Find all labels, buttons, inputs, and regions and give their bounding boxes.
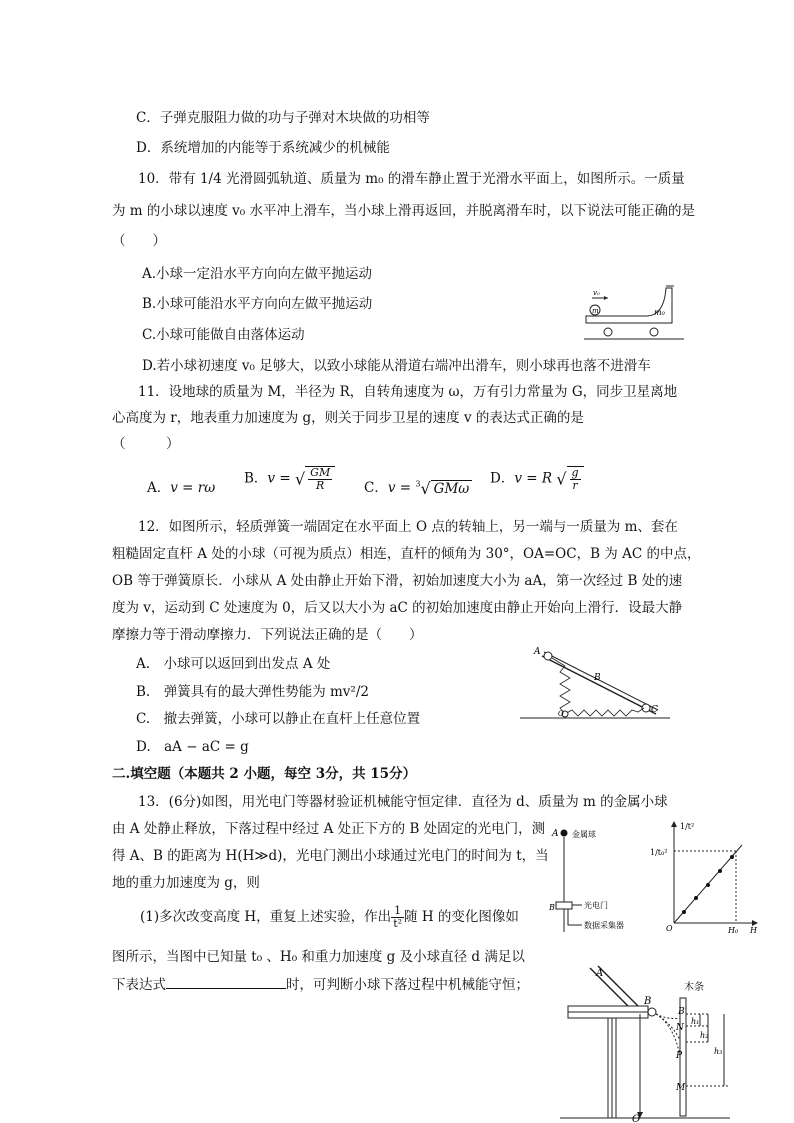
q12-option-a: A. 小球可以返回到出发点 A 处 — [136, 656, 331, 672]
q12-stem-line5: 摩擦力等于滑动摩擦力．下列说法正确的是（ ） — [112, 627, 423, 643]
q10-fig-v0-label: v₀ — [593, 289, 600, 297]
q13-sub1-pre: (1)多次改变高度 H，重复上述实验，作出 — [140, 909, 392, 925]
q11-option-b-label: B． — [244, 470, 268, 487]
q12-fig-o-label: O — [558, 710, 564, 718]
q11-stem-line2: 心高度为 r，地表重力加速度为 g，则关于同步卫星的速度 v 的表达式正确的是 — [112, 410, 584, 426]
q11-option-c-label: C． — [364, 480, 388, 496]
q11-option-c-radicand: GMω — [431, 480, 473, 497]
radical-icon: √ — [294, 469, 306, 489]
q12-fig-b-label: B — [594, 673, 601, 683]
q13-stem-line1: 13．(6分)如图，用光电门等器材验证机械能守恒定律．直径为 d、质量为 m 的金属小球 — [138, 794, 668, 810]
q10-fig-cart-label: m₀ — [654, 308, 665, 317]
q11-option-d-lhs: v = R — [514, 470, 553, 487]
q11-answer-paren: （ ） — [112, 436, 180, 452]
q14-fig-p-label: P — [676, 1051, 683, 1061]
q14-fig-o-label: O — [632, 1114, 641, 1123]
q12-fig-c-label: C — [651, 705, 658, 715]
answer-blank[interactable] — [166, 976, 286, 989]
q13-sub1-frac-num: 1 — [391, 905, 404, 918]
q13-sub1-post: 随 H 的变化图像如 — [404, 909, 519, 925]
q11-option-a — [147, 476, 215, 496]
q14-fig-b-label: B — [644, 996, 652, 1007]
q13-sub1-frac-den: t² — [393, 917, 403, 930]
q12-stem-line1: 12．如图所示，轻质弹簧一端固定在水平面上 O 点的转轴上，另一端与一质量为 m、套在 — [138, 519, 678, 535]
q9-option-c: C．子弹克服阻力做的功与子弹对木块做的功相等 — [136, 110, 430, 126]
q11-option-c-index: 3 — [415, 479, 421, 489]
q11-option-d-num: g — [571, 466, 579, 479]
q11-option-d — [490, 466, 584, 492]
q11-option-b-den: R — [316, 479, 325, 492]
q11-option-b-lhs: v = — [267, 470, 291, 487]
q11-option-a-label: A． — [147, 480, 171, 496]
q14-fig-n-label: N — [676, 1023, 684, 1033]
q12-option-c: C. 撤去弹簧，小球可以静止在直杆上任意位置 — [136, 711, 421, 727]
q10-option-b: B.小球可能沿水平方向向左做平抛运动 — [142, 296, 373, 312]
q13-fig-ball-label: 金属球 — [572, 830, 596, 839]
q13-stem-line4: 地的重力加速度为 g，则 — [112, 875, 260, 891]
q13-graph-h0-label: H₀ — [728, 926, 739, 933]
q10-option-a: A.小球一定沿水平方向向左做平抛运动 — [142, 266, 373, 282]
q10-answer-paren: （ ） — [112, 233, 166, 249]
q13-graph-figure — [650, 815, 760, 933]
q14-fig-h3-label: h₃ — [714, 1047, 723, 1056]
q11-option-a-expr: v = rω — [170, 480, 216, 496]
q14-fig-a-label: A — [596, 968, 604, 979]
q11-option-d-den: r — [572, 479, 578, 492]
q12-stem-line4: 度为 v，运动到 C 处速度为 0，后又以大小为 aC 的初始加速度由静止开始向上滑行．设最大静 — [112, 600, 683, 616]
q14-fig-wood-label: 木条 — [684, 982, 704, 993]
q9-option-d: D．系统增加的内能等于系统减少的机械能 — [136, 140, 390, 156]
q12-rod-spring-figure — [520, 642, 670, 722]
q13-fig-collector-label: 数据采集器 — [584, 921, 624, 930]
q14-fig-h2-label: h₂ — [700, 1031, 709, 1040]
q12-fig-a-label: A — [534, 647, 541, 657]
q14-fig-h1-label: h₁ — [691, 1017, 700, 1026]
q13-fig-gate-label: 光电门 — [584, 901, 608, 910]
q14-ramp-figure — [560, 958, 730, 1123]
q13-graph-origin-label: O — [666, 924, 673, 933]
radical-icon: √ — [420, 479, 431, 498]
q13-graph-h-label: H — [750, 926, 757, 933]
q14-fig-bprime-label: B' — [678, 1007, 688, 1017]
q13-sub1-line3-post: 时，可判断小球下落过程中机械能守恒； — [286, 977, 529, 993]
q12-stem-line3: OB 等于弹簧原长．小球从 A 处由静止开始下滑，初始加速度大小为 aA，第一次经过 B 处的速 — [112, 573, 683, 589]
q13-stem-line3: 得 A、B 的距离为 H(H≫d)，光电门测出小球通过光电门的时间为 t，当 — [112, 848, 549, 864]
q11-option-c-lhs: v = — [387, 480, 412, 496]
q10-cart-figure — [584, 283, 684, 343]
q12-option-b: B. 弹簧具有的最大弹性势能为 mv²/2 — [136, 684, 369, 700]
q11-option-c — [364, 476, 472, 498]
q13-stem-line2: 由 A 处静止释放，下落过程中经过 A 处正下方的 B 处固定的光电门，测 — [112, 821, 546, 837]
q11-option-b-num: GM — [310, 466, 331, 479]
radical-icon: √ — [556, 469, 567, 489]
q13-fig-b-label: B — [549, 903, 555, 912]
q11-option-b — [244, 466, 335, 492]
q13-graph-ytick-label: 1/t₀² — [650, 848, 668, 857]
q11-option-d-label: D． — [490, 470, 515, 487]
q13-apparatus-figure — [548, 822, 636, 934]
section-title-fill-blank: 二.填空题（本题共 2 小题，每空 3分，共 15分） — [112, 766, 417, 782]
q10-fig-ball-label: m — [592, 307, 599, 315]
q11-stem-line1: 11．设地球的质量为 M，半径为 R，自转角速度为 ω，万有引力常量为 G，同步卫星离地 — [138, 384, 678, 400]
q10-option-d: D.若小球初速度 v₀ 足够大，以致小球能从滑道右端冲出滑车，则小球再也落不进滑车 — [142, 358, 651, 374]
q12-stem-line2: 粗糙固定直杆 A 处的小球（可视为质点）相连，直杆的倾角为 30°，OA=OC，B 为 AC 的中点， — [112, 546, 701, 562]
q13-sub1-line2: 图所示，当图中已知量 t₀ 、H₀ 和重力加速度 g 及小球直径 d 满足以 — [112, 949, 525, 965]
q13-sub1-line1 — [140, 905, 519, 930]
q10-option-c: C.小球可能做自由落体运动 — [142, 327, 305, 343]
q13-fig-a-label: A — [552, 829, 559, 839]
q10-stem-line2: 为 m 的小球以速度 v₀ 水平冲上滑车，当小球上滑再返回，并脱离滑车时，以下说法可能正确的是 — [112, 203, 696, 219]
q12-option-d: D. aA − aC = g — [136, 739, 249, 755]
q14-fig-m-label: M — [676, 1083, 686, 1093]
q13-sub1-line3 — [112, 973, 529, 993]
q10-stem-line1: 10．带有 1/4 光滑圆弧轨道、质量为 m₀ 的滑车静止置于光滑水平面上，如图所示。一质量 — [138, 171, 685, 187]
q13-graph-yaxis-label: 1/t² — [680, 822, 695, 831]
q13-sub1-line3-pre: 下表达式 — [112, 977, 166, 993]
